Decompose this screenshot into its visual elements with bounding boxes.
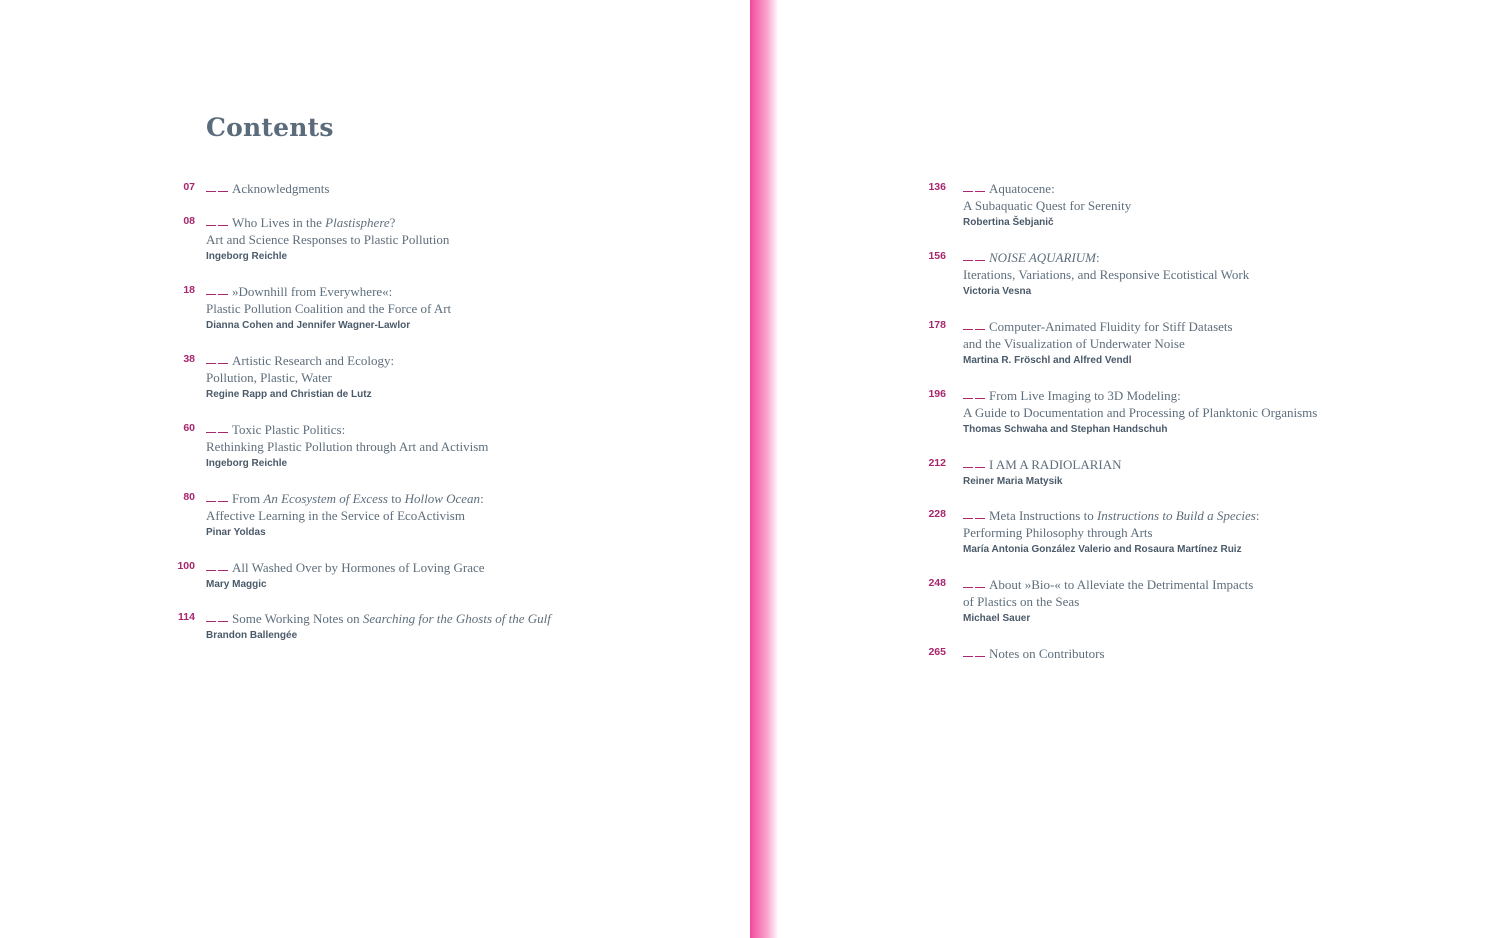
toc-author: Michael Sauer: [963, 613, 1031, 624]
toc-title-line: I AM A RADIOLARIAN: [963, 456, 1122, 473]
toc-entry[interactable]: [928, 507, 1260, 558]
dash-leader-rule: [206, 559, 228, 571]
toc-title-line: Toxic Plastic Politics:: [206, 421, 488, 438]
toc-title-line: A Subaquatic Quest for Serenity: [963, 198, 1132, 213]
toc-entry[interactable]: [928, 318, 1233, 369]
toc-entry[interactable]: [183, 490, 484, 541]
toc-page-number: 248: [928, 577, 946, 589]
toc-page-number: 156: [928, 250, 946, 262]
toc-title-line: About »Bio-« to Alleviate the Detrimental Impacts: [963, 576, 1253, 593]
toc-page-number: 265: [928, 646, 946, 658]
italic-title-text: Hollow Ocean: [404, 491, 481, 506]
toc-page-number: 07: [183, 181, 195, 193]
toc-page-number: 178: [928, 319, 946, 331]
toc-title-line: Notes on Contributors: [963, 645, 1105, 662]
toc-author: María Antonia González Valerio and Rosaura Martínez Ruiz: [963, 544, 1242, 555]
toc-entry[interactable]: [177, 559, 485, 593]
toc-title-line: Affective Learning in the Service of EcoActivism: [206, 508, 465, 523]
dash-leader-rule: [963, 318, 985, 330]
toc-page-number: 196: [928, 388, 946, 400]
dash-leader-rule: [206, 610, 228, 622]
toc-entry[interactable]: [928, 387, 1318, 438]
toc-author: Pinar Yoldas: [206, 527, 266, 538]
toc-title-line: of Plastics on the Seas: [963, 594, 1080, 609]
toc-page-number: 18: [183, 284, 195, 296]
toc-author: Ingeborg Reichle: [206, 251, 288, 262]
toc-entry[interactable]: [928, 180, 1132, 231]
toc-author: Robertina Šebjanič: [963, 217, 1054, 228]
toc-author: Victoria Vesna: [963, 286, 1032, 297]
dash-leader-rule: [963, 180, 985, 192]
toc-author: Dianna Cohen and Jennifer Wagner-Lawlor: [206, 320, 411, 331]
dash-leader-rule: [963, 645, 985, 657]
toc-entry[interactable]: [928, 576, 1254, 627]
dash-leader-rule: [206, 180, 228, 192]
toc-entry[interactable]: [178, 610, 551, 644]
toc-page-number: 212: [928, 457, 946, 469]
toc-entry[interactable]: [183, 352, 395, 403]
dash-leader-rule: [206, 352, 228, 364]
toc-title-line: Who Lives in the Plastisphere?: [206, 214, 449, 231]
toc-title-line: Some Working Notes on Searching for the Ghosts of the Gulf: [206, 610, 551, 627]
toc-author: Thomas Schwaha and Stephan Handschuh: [963, 424, 1168, 435]
toc-title-line: Art and Science Responses to Plastic Pollution: [206, 232, 450, 247]
italic-title-text: Plastisphere: [325, 215, 390, 230]
dash-leader-rule: [963, 387, 985, 399]
toc-entry[interactable]: [928, 249, 1250, 300]
dash-leader-rule: [206, 490, 228, 502]
toc-title-line: Acknowledgments: [206, 180, 329, 197]
toc-title-line: From Live Imaging to 3D Modeling:: [963, 387, 1317, 404]
toc-author: Mary Maggic: [206, 579, 267, 590]
toc-title-line: and the Visualization of Underwater Noise: [963, 336, 1185, 351]
dash-leader-rule: [206, 214, 228, 226]
toc-page-number: 100: [177, 560, 195, 572]
toc-page-number: 08: [183, 215, 195, 227]
toc-title-line: Rethinking Plastic Pollution through Art and Activism: [206, 439, 489, 454]
toc-author: Brandon Ballengée: [206, 630, 298, 641]
toc-title-line: All Washed Over by Hormones of Loving Grace: [206, 559, 485, 576]
toc-entry[interactable]: [928, 645, 1105, 662]
toc-title-line: Aquatocene:: [963, 180, 1131, 197]
toc-title-line: »Downhill from Everywhere«:: [206, 283, 451, 300]
toc-title-line: Computer-Animated Fluidity for Stiff Datasets: [963, 318, 1233, 335]
toc-title-line: A Guide to Documentation and Processing of Planktonic Organisms: [963, 405, 1318, 420]
toc-page-number: 60: [183, 422, 195, 434]
right-page: [778, 0, 1500, 938]
toc-title-line: Pollution, Plastic, Water: [206, 370, 332, 385]
toc-page-number: 136: [928, 181, 946, 193]
toc-page-number: 80: [183, 491, 195, 503]
dash-leader-rule: [963, 576, 985, 588]
dash-leader-rule: [963, 507, 985, 519]
italic-title-text: Instructions to Build a Species: [1096, 508, 1256, 523]
toc-title-line: NOISE AQUARIUM:: [963, 249, 1249, 266]
toc-entry[interactable]: [183, 214, 450, 265]
toc-author: Reiner Maria Matysik: [963, 476, 1063, 487]
book-spine-gradient: [750, 0, 778, 938]
toc-entry[interactable]: [183, 180, 330, 197]
italic-title-text: An Ecosystem of Excess: [263, 491, 388, 506]
toc-title-line: Plastic Pollution Coalition and the Force of Art: [206, 301, 452, 316]
toc-author: Martina R. Fröschl and Alfred Vendl: [963, 355, 1132, 366]
dash-leader-rule: [206, 283, 228, 295]
toc-author: Regine Rapp and Christian de Lutz: [206, 389, 372, 400]
toc-page-number: 228: [928, 508, 946, 520]
toc-page-number: 38: [183, 353, 195, 365]
toc-entry[interactable]: [928, 456, 1122, 490]
italic-title-text: NOISE AQUARIUM: [989, 250, 1096, 265]
toc-author: Ingeborg Reichle: [206, 458, 288, 469]
italic-title-text: Searching for the Ghosts of the Gulf: [362, 611, 551, 626]
dash-leader-rule: [206, 421, 228, 433]
toc-title-line: From An Ecosystem of Excess to Hollow Ocean:: [206, 490, 484, 507]
toc-entry[interactable]: [183, 283, 452, 334]
toc-title-line: Iterations, Variations, and Responsive Ecotistical Work: [963, 267, 1250, 282]
toc-title-line: Meta Instructions to Instructions to Build a Species:: [963, 507, 1259, 524]
toc-entry[interactable]: [183, 421, 489, 472]
toc-title-line: Artistic Research and Ecology:: [206, 352, 394, 369]
toc-title-line: Performing Philosophy through Arts: [963, 525, 1153, 540]
dash-leader-rule: [963, 249, 985, 261]
contents-title: Contents: [206, 113, 334, 142]
toc-page-number: 114: [178, 611, 195, 623]
dash-leader-rule: [963, 456, 985, 468]
